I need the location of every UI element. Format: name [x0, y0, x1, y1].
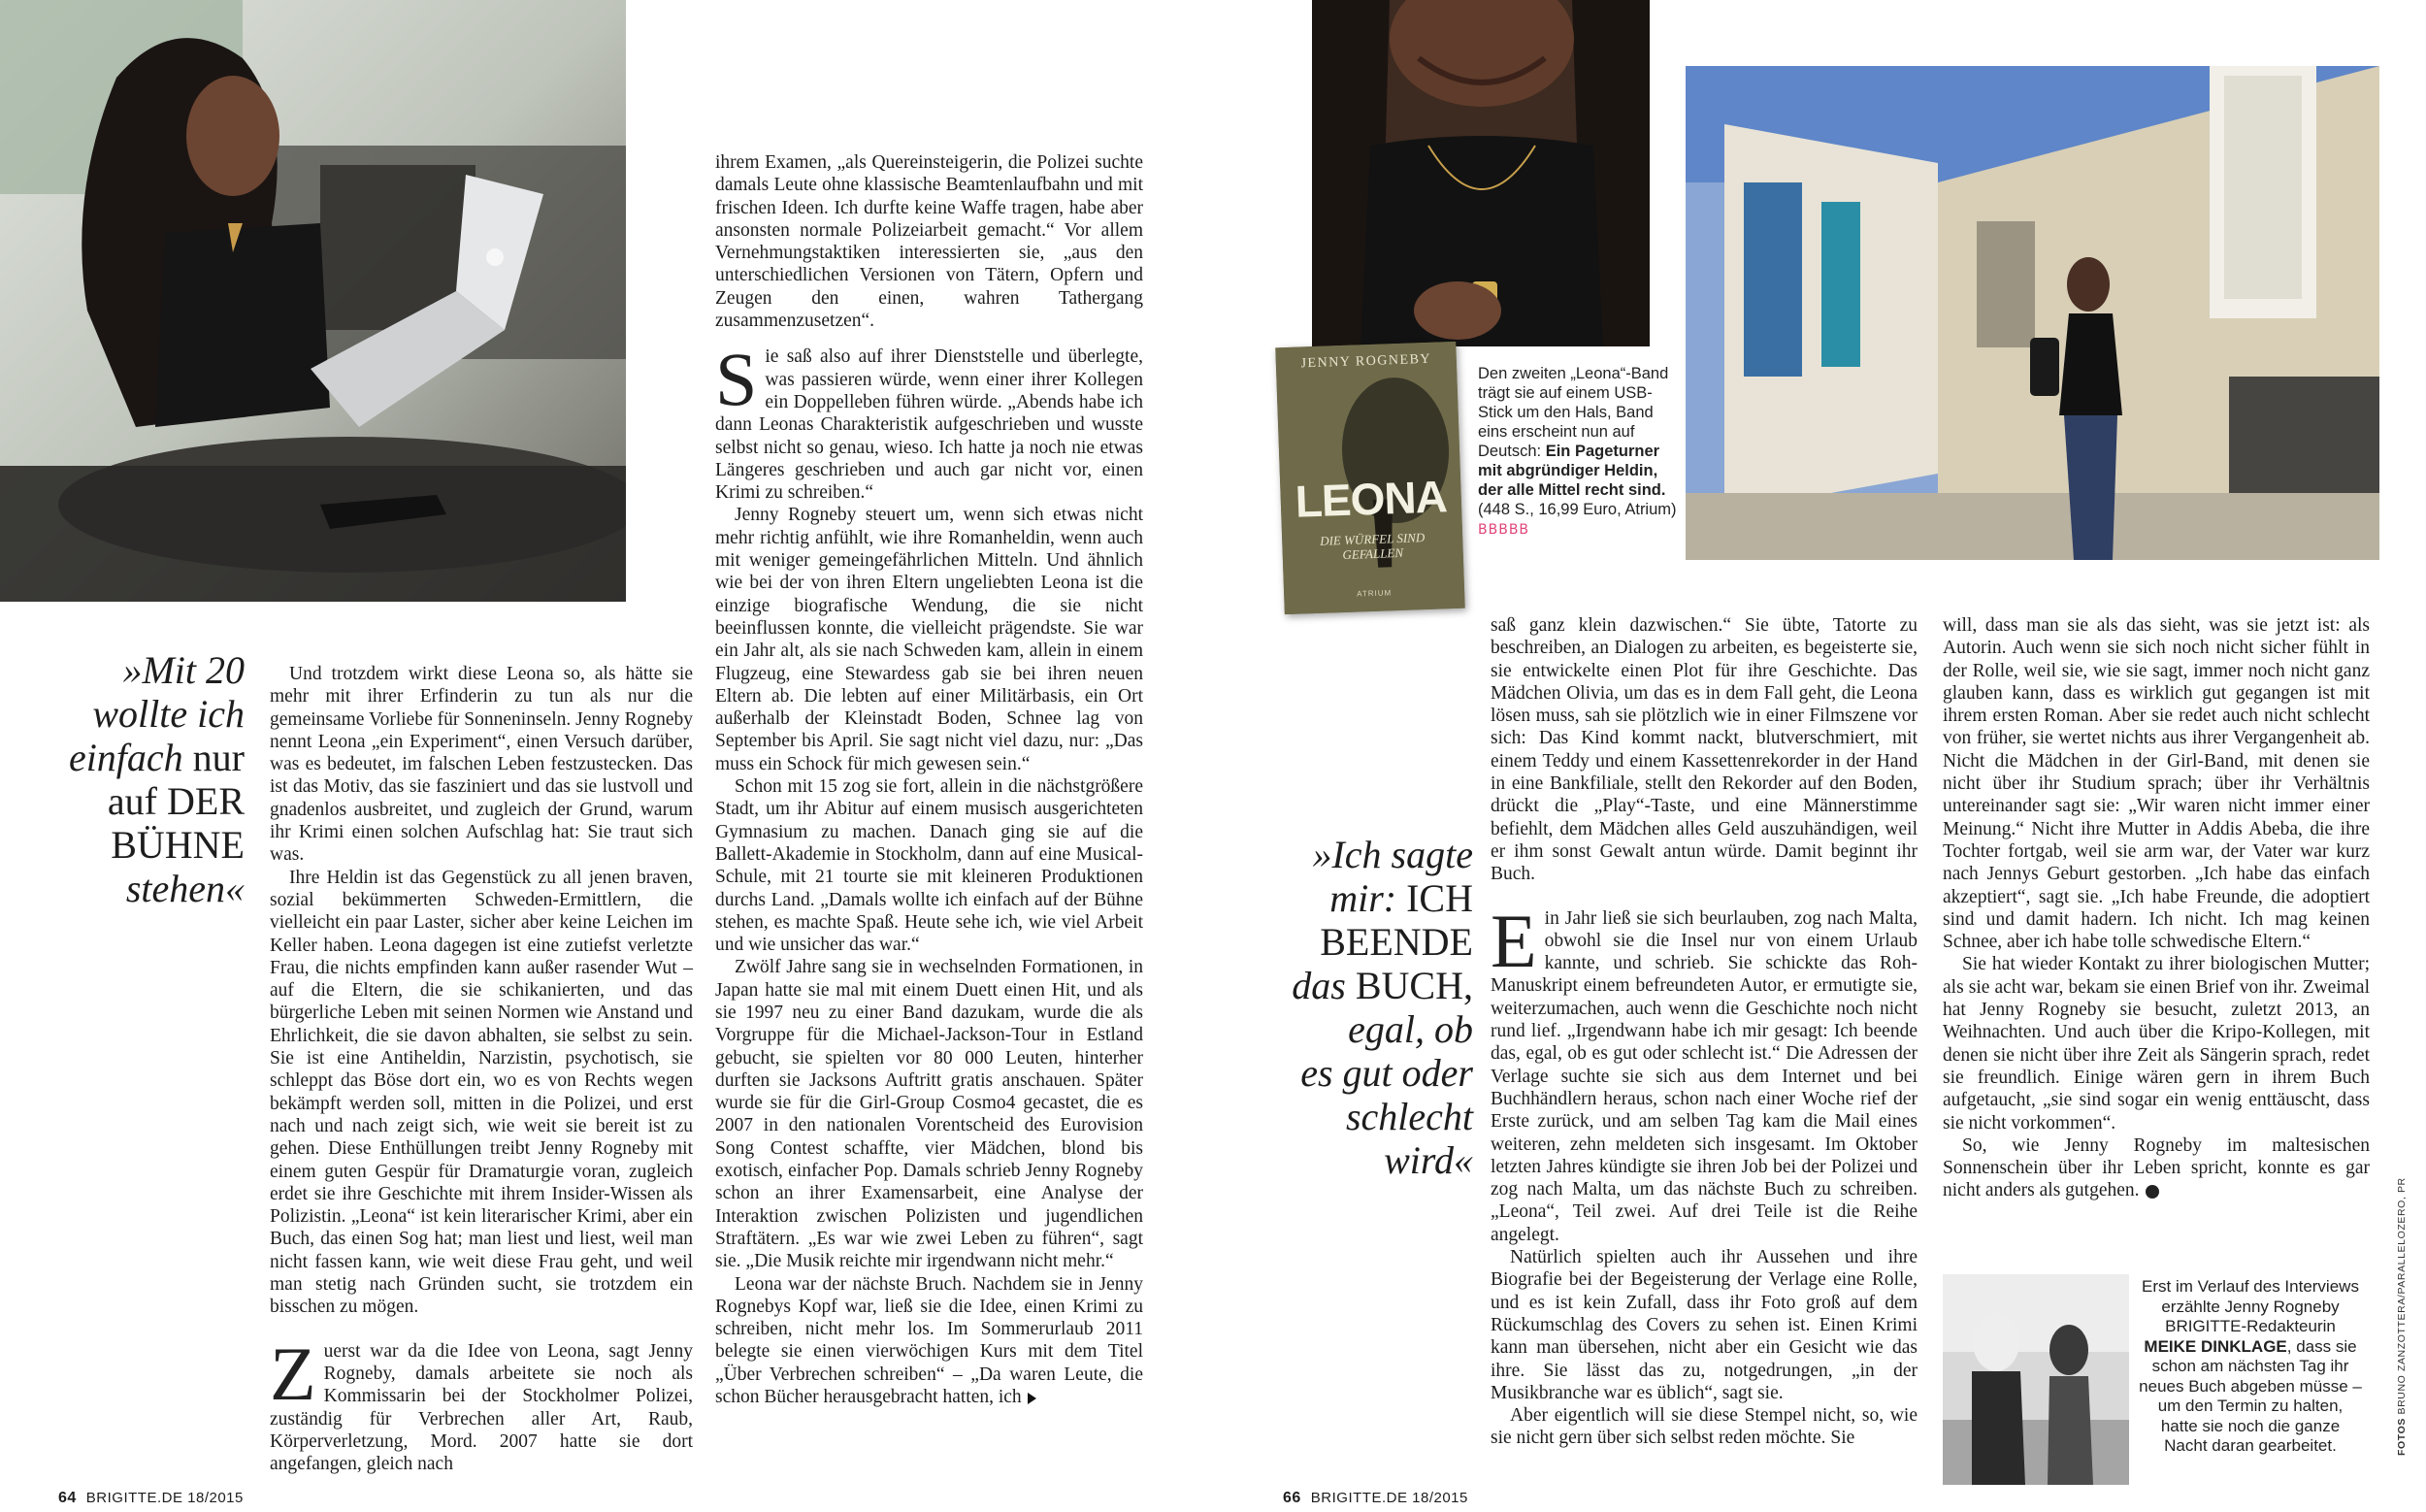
- pull-quote-line: nur: [182, 736, 245, 779]
- article-column-c: [1491, 614, 1918, 1450]
- article-paragraph-dropcap: [270, 1331, 693, 1476]
- pull-quote-line: einfach: [68, 736, 183, 779]
- rating-b-icon: BBBBB: [1478, 522, 1530, 538]
- author-box-text-part: Erst im Verlauf des Interviews erzählte Jenny Rogneby BRIGITTE-Redakteurin: [2142, 1277, 2359, 1335]
- article-paragraph-text: Leona war der nächste Bruch. Nachdem sie in Jenny Rognebys Kopf war, ließ sie die Idee, einen Krimi zu schreiben, nicht mehr los. Im Sommerurlaub 2011 belegte sie einen vierwöchigen Kurs mit dem Titel „Über Verbrechen schreiben“ – „Da waren Leute, die schon Bücher herausgebracht hatten, ich: [715, 1273, 1143, 1408]
- pull-quote-line: es gut oder: [1300, 1051, 1473, 1095]
- page-number: 66: [1283, 1490, 1301, 1506]
- pull-quote-line: stehen«: [125, 867, 245, 910]
- author-name: MEIKE DINKLAGE: [2144, 1336, 2287, 1356]
- pull-quote-line: auf DER: [107, 779, 245, 823]
- pull-quote-line: BÜHNE: [111, 823, 245, 867]
- photo-author-street-malta: [1686, 66, 2379, 560]
- book-cover-author: JENNY ROGNEBY: [1300, 351, 1432, 372]
- book-cover-subtitle: DIE WÜRFEL SIND GEFALLEN: [1319, 530, 1426, 563]
- page-number: 64: [58, 1490, 77, 1506]
- magazine-issue: BRIGITTE.DE 18/2015: [85, 1490, 244, 1506]
- book-cover-publisher: ATRIUM: [1356, 588, 1393, 599]
- article-paragraph: will, dass man sie als das sieht, was sie jetzt ist: als Autorin. Auch wenn sie sich noch nicht sicher fühlt in der Rolle, weil sie, wie sie sagt, immer noch nicht ganz glauben kann, dass es wirklich gut gegangen ist mit ihrem ersten Roman. Aber sie redet auch nicht schlecht von früher, sie wertet nichts aus ihrer Vergangenheit ab. Nicht die Mädchen in der Girl-Band, mit denen sie nicht über ihr Studium sprach; über ihr Verhältnis untereinander sagt sie: „Wir waren nicht immer einer Meinung.“ Nicht ihre Mutter in Addis Abeba, die ihre Tochter fortgab, weil sie arm war, der Vater war kurz nach Jennys Geburt gestorben. „Ich habe das einfach akzeptiert“, sagt sie. „Ich habe Freunde, die adoptiert sind und damit hadern. Ich nicht. Ich mag keinen Schnee, aber ich habe tolle schwedische Eltern.“: [1943, 615, 2370, 953]
- pull-quote-line: ICH: [1396, 876, 1473, 920]
- book-caption: [1478, 364, 1677, 540]
- photo-author-closeup: [1312, 0, 1650, 346]
- continue-arrow-icon: [1028, 1393, 1036, 1404]
- pull-quote-line: mir:: [1329, 876, 1397, 920]
- pull-quote-line: wird«: [1384, 1138, 1473, 1182]
- article-paragraph: Jenny Rogneby steuert um, wenn sich etwas nicht mehr richtig anfühlt, wie ihre Romanheldin, wenn auch mit weniger gemeingefährlichen Mitteln. Und ähnlich wie bei der von ihren Eltern ungeliebten Leona ist die einzige biografische Wendung, die sie nicht beeinflussen konnte, die vielleicht prägendste. Sie war ein Jahr alt, als sie nach Schweden kam, allein in einem Flugzeug, eine Stewardess gab sie bei ihren neuen Eltern ab. Die lebten auf einer Militärbasis, ein Ort außerhalb der Kleinstadt Boden, Schnee lag von September bis April. Sie sagt nicht viel dazu, nur: „Das muss ein Schock für mich gewesen sein.“: [715, 505, 1143, 774]
- article-paragraph: Ihre Heldin ist das Gegenstück zu all jenen braven, sozial bekümmerten Schweden-Ermittlern, die vielleicht ein paar Laster, sicher aber keine Leichen im Keller haben. Leona dagegen ist eine zutiefst verletzte Frau, die nichts empfinden kann außer rasender Wut – auf die Eltern, die sie schikanierten, und das bürgerliche Leben mit seinen Normen wie Anstand und Ehrlichkeit, die sie davon abhalten, sie selbst zu sein. Sie ist eine Antiheldin, Narzistin, psychotisch, sie schleppt das Böse dort ein, wo es von Rechts wegen bekämpft werden soll, mitten in die Polizei, und erst nach und nach zeigt sich, wie weit sie bereit ist zu gehen. Diese Enthüllungen treibt Jenny Rogneby mit einem guten Gespür für Dramaturgie voran, zugleich erdet sie ihre Geschichte mit ihrem Insider-Wissen als Polizistin. „Leona“ ist kein literarischer Krimi, aber ein Buch, das einen Sog hat; man liest und liest, weil man nicht fassen kann, wie weit diese Frau geht, und weil man stetig nach Gründen sucht, sie trotzdem ein bisschen zu mögen.: [270, 867, 693, 1318]
- article-paragraph: Zwölf Jahre sang sie in wechselnden Formationen, in Japan hatte sie mal mit einem Duett einen Hit, und als sie 1997 neu zu einer Band dazukam, wurde die als Vorgruppe für die Michael-Jackson-Tour in Estland gebucht, sie spielten vor 80 000 Leuten, hinterher durften sie Jacksons Auftritt gratis anschauen. Später wurde sie für die Girl-Group Cosmo4 gecastet, die es 2007 in den nationalen Vorentscheid des Eurovision Song Contest schaffte, vier Mädchen, blond bis exotisch, einfacher Pop. Damals schrieb Jenny Rogneby schon an ihrer Examensarbeit, eine Analyse der Interaktion zwischen Polizisten und jugendlichen Straftätern. „Es war wie zwei Leben zu führen“, sagt sie. „Die Musik reichte mir irgendwann nicht mehr.“: [715, 957, 1143, 1272]
- drop-cap: E: [1491, 898, 1537, 983]
- drop-cap: Z: [270, 1331, 316, 1416]
- book-caption-meta: (448 S., 16,99 Euro, Atrium): [1478, 501, 1677, 518]
- photo-author-laptop: [0, 0, 626, 602]
- article-paragraph: Und trotzdem wirkt diese Leona so, als hätte sie mehr mit ihrer Erfinderin zu tun als nur die gemeinsame Vorliebe für Sonneninseln. Jenny Rogneby nennt Leona „ein Experiment“, einen Versuch darüber, was es bedeutet, im falschen Leben festzustecken. Das ist das Motiv, das sie fasziniert und das sie lustvoll und gnadenlos ausbreitet, und zugleich der Grund, warum ihr Krimi einen solchen Aufschlag hat: Sie traut sich was.: [270, 664, 693, 866]
- pull-quote-line: »Mit 20: [122, 648, 245, 692]
- author-box-text: [2138, 1277, 2363, 1457]
- author-box-text-part: , dass sie schon am nächsten Tag ihr neues Buch abgeben müsse – um den Termin zu halten, hatte sie noch die ganze Nacht daran gearbeitet.: [2139, 1336, 2362, 1455]
- article-paragraph-dropcap: [1491, 898, 1918, 1246]
- article-paragraph-text: ie saß also auf ihrer Dienststelle und überlegte, was passieren würde, wenn einer ihrer Kollegen ein Doppelleben führen würde. „Abends habe ich dann Leonas Charakteristik aufgeschrieben und wusste selbst nicht so genau, wieso. Ich hatte ja noch nie etwas Längeres geschrieben und auch gar nicht vor, einen Krimi zu schreiben.“: [715, 346, 1143, 504]
- article-paragraph: [715, 1273, 1143, 1409]
- article-column-d: [1943, 614, 2370, 1202]
- footer-right: [1283, 1490, 1468, 1507]
- article-column-a: [270, 663, 693, 1475]
- pull-quote-line: das: [1292, 964, 1346, 1007]
- footer-left: [58, 1490, 244, 1507]
- pull-quote-line: egal, ob: [1348, 1007, 1473, 1051]
- article-paragraph: ihrem Examen, „als Quereinsteigerin, die Polizei suchte damals Leute ohne klassische Beamtenlaufbahn und mit frischen Ideen. Ich durfte keine Waffe tragen, habe aber ansonsten normale Polizeiarbeit gemacht.“ Vor allem Vernehmungstaktiken interessierten sie, „aus den unterschiedlichen Versionen von Tätern, Opfern und Zeugen den einen, wahren Tathergang zusammenzusetzen“.: [715, 152, 1143, 332]
- photo-credit: [2396, 1177, 2408, 1456]
- article-paragraph: Schon mit 15 zog sie fort, allein in die nächstgrößere Stadt, um ihr Abitur auf einem musisch ausgerichteten Gymnasium zu machen. Danach ging sie auf die Ballett-Akademie in Stockholm, dann auf eine Musical-Schule, mit 21 tourte sie mit kleineren Produktionen durchs Land. „Damals wollte ich einfach auf der Bühne stehen, es machte Spaß. Heute sehe ich, wie viel Arbeit und wie unsicher das war.“: [715, 776, 1143, 956]
- photo-author-with-editor-image: [1943, 1274, 2129, 1485]
- article-paragraph: Sie hat wieder Kontakt zu ihrer biologischen Mutter; als sie acht war, bekam sie einen Brief von ihr. Zweimal hat Jenny Rogneby sie besucht, zuletzt 2013, an Weihnachten. Und auch über die Kripo-Kollegen, mit denen sie nicht über ihre Zeit als Sängerin sprach, redet sie freundlich. Einige wären gern in ihrem Buch aufgetaucht, „sie sind sogar ein wenig enttäuscht, dass sie nicht vorkommen“.: [1943, 954, 2370, 1134]
- pull-quote-line: BUCH,: [1345, 964, 1473, 1007]
- article-paragraph: [1943, 1134, 2370, 1202]
- photo-author-closeup-image: [1312, 0, 1650, 346]
- book-cover-title: LEONA: [1294, 471, 1448, 527]
- pull-quote-left: [58, 648, 245, 910]
- pull-quote-right: [1263, 833, 1473, 1182]
- article-paragraph-text: in Jahr ließ sie sich beurlauben, zog nach Malta, obwohl sie die Insel nur von einem Urlaub kannte, und schrieb. Sie schickte das Roh-Manuskript einem befreundeten Autor, er ermutigte sie, weiterzumachen, auch wenn die Geschichte noch nicht rund lief. „Irgendwann habe ich mir gesagt: Ich beende das, egal, ob es gut oder schlecht ist.“ Die Adressen der Verlage suchte sie sich aus dem Internet und bei Buchhändlern heraus, schon nach einer Woche rief der Erste zurück, und am selben Tag kam die Mail eines weiteren, zehn meldeten sich insgesamt. Im Oktober letzten Jahres kündigte sie ihren Job bei der Polizei und zog nach Malta, um das nächste Buch zu schreiben. „Leona“, Teil zwei. Auf drei Teile ist die Reihe angelegt.: [1491, 907, 1918, 1245]
- article-column-b: [715, 151, 1143, 1408]
- pull-quote-line: wollte ich: [92, 692, 245, 736]
- article-paragraph: Aber eigentlich will sie diese Stempel nicht, so, wie sie nicht gern über sich selbst reden möchte. Sie: [1491, 1405, 1918, 1449]
- photo-credit-label: FOTOS: [2396, 1418, 2408, 1456]
- article-paragraph: saß ganz klein dazwischen.“ Sie übte, Tatorte zu beschreiben, an Dialogen zu arbeiten, es begeisterte sie, sie entwickelte einen Plot für ihre Geschichte. Das Mädchen Olivia, um das es in dem Fall geht, die Leona lösen muss, sah sie plötzlich wie in einer Filmszene vor sich: Das Kind kommt nackt, blutverschmiert, mit einem Teddy und einem Kassettenrekorder in der Hand in eine Bankfiliale, stellt den Rekorder auf den Boden, drückt die „Play“-Taste, und eine Männerstimme befiehlt, dem Mädchen alles Geld auszuhändigen, weil er ihm sonst Gewalt antun würde. Damit beginnt ihr Buch.: [1491, 615, 1918, 885]
- pull-quote-line: »Ich sagte: [1312, 833, 1473, 876]
- end-mark-icon: [2146, 1185, 2159, 1199]
- article-paragraph-dropcap: [715, 337, 1143, 504]
- book-caption-verdict: Ein Pageturner mit abgründiger Heldin, der alle Mittel recht sind.: [1478, 443, 1666, 499]
- pull-quote-line: schlecht: [1345, 1095, 1473, 1138]
- article-paragraph-text: uerst war da die Idee von Leona, sagt Jenny Rogneby, damals arbeitete sie noch als Kommissarin bei der Stockholmer Polizei, zuständig für Verbrechen aller Art, Raub, Körperverletzung, Mord. 2007 hatte sie dort angefangen, gleich nach: [270, 1340, 693, 1475]
- photo-street-image: [1686, 66, 2379, 560]
- article-paragraph-text: So, wie Jenny Rogneby im maltesischen Sonnenschein über ihr Leben spricht, konnte es gar nicht anders als gutgehen.: [1943, 1134, 2370, 1201]
- magazine-issue: BRIGITTE.DE 18/2015: [1310, 1490, 1468, 1506]
- pull-quote-line: BEENDE: [1320, 920, 1473, 964]
- book-caption-text: Den zweiten „Leona“-Band trägt sie auf einem USB-Stick um den Hals, Band eins erscheint nun auf Deutsch:: [1478, 365, 1669, 460]
- photo-author-with-editor: [1943, 1274, 2129, 1485]
- photo-credit-names: BRUNO ZANZOTTERA/PARALLELOZERO, PR: [2396, 1177, 2408, 1419]
- drop-cap: S: [715, 337, 758, 422]
- book-cover: [1275, 342, 1464, 614]
- photo-author-laptop-image: [0, 0, 626, 602]
- article-paragraph: Natürlich spielten auch ihr Aussehen und ihre Biografie bei der Begeisterung der Verlage eine Rolle, und es ist kein Zufall, dass ihr Foto groß auf dem Rückumschlag des Covers zu sehen ist. Einen Krimi kann man übersehen, nicht aber ein Gesicht wie das ihre. Sie lässt das zu, notgedrungen, „in der Musikbranche war es üblich“, sagt sie.: [1491, 1247, 1918, 1403]
